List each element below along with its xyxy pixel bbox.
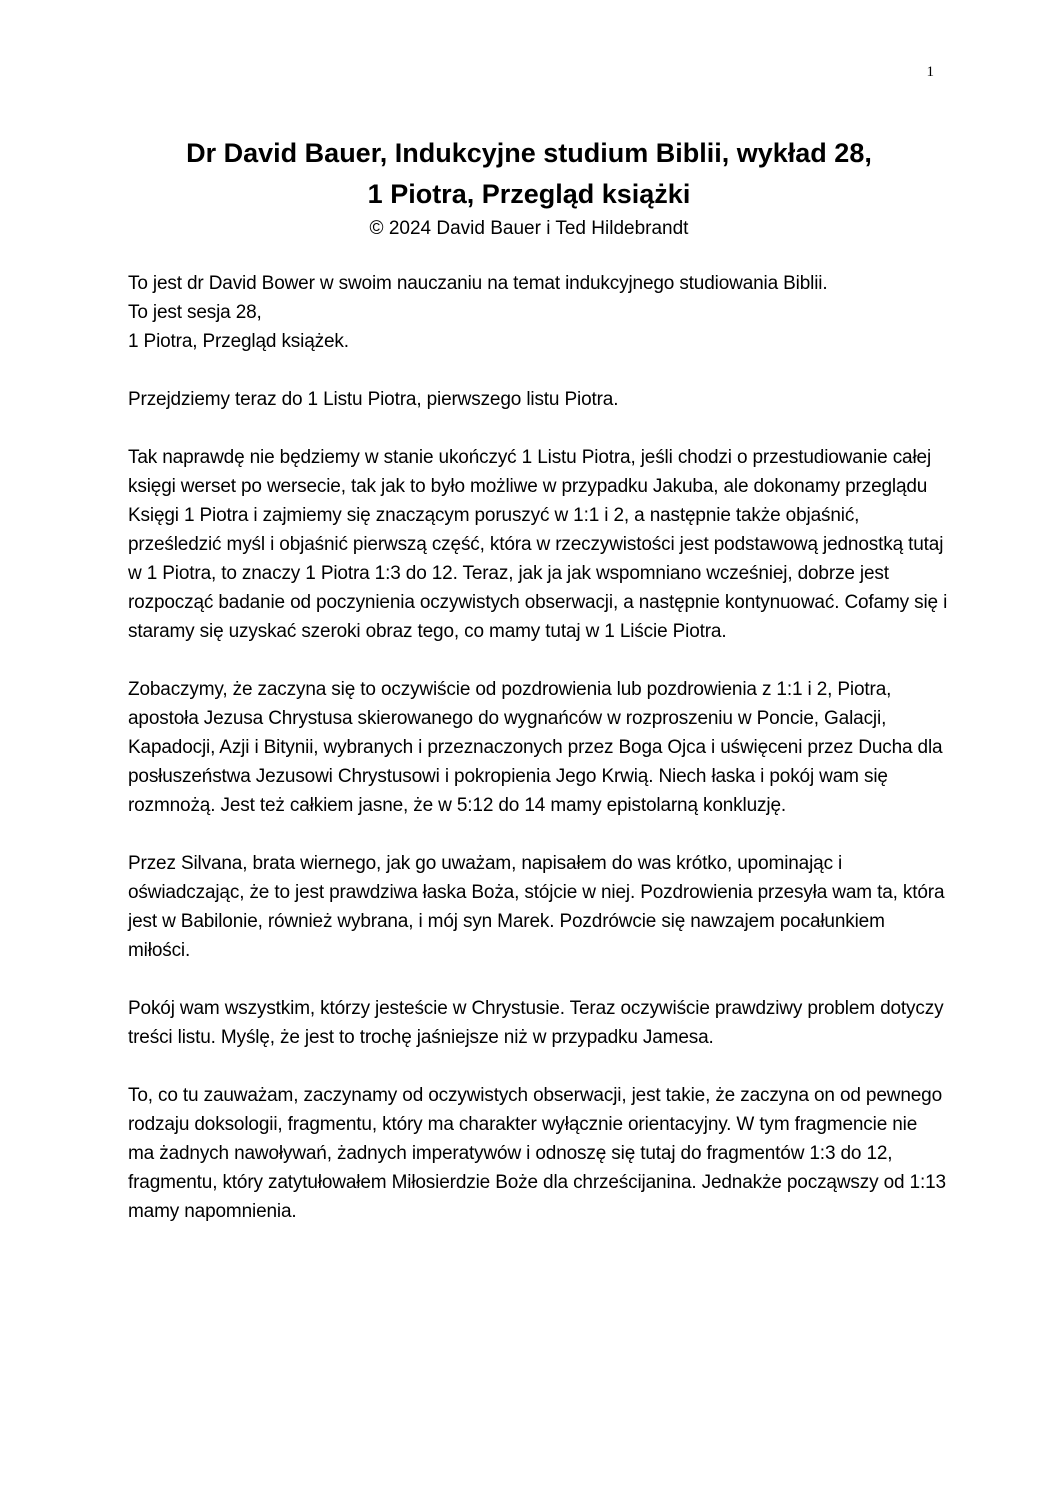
document-title: [60, 133, 998, 215]
paragraph: Pokój wam wszystkim, którzy jesteście w Chrystusie. Teraz oczywiście prawdziwy problem dotyczy treści listu. Myślę, że jest to trochę jaśniejsze niż w przypadku Jamesa.: [128, 998, 944, 1048]
page-number: 1: [926, 64, 934, 80]
paragraph: To, co tu zauważam, zaczynamy od oczywistych obserwacji, jest takie, że zaczyna on od pewnego rodzaju doksologii, fragmentu, który ma charakter wyłącznie orientacyjny. W tym fragmencie nie ma żadnych nawoływań, żadnych imperatywów i odnoszę się tutaj do fragmentów 1:3 do 12, fragmentu, który zatytułowałem Miłosierdzie Boże dla chrześcijanina. Jednakże począwszy od 1:13 mamy napomnienia.: [128, 1085, 946, 1222]
paragraph: Przez Silvana, brata wiernego, jak go uważam, napisałem do was krótko, upominając i oświadczając, że to jest prawdziwa łaska Boża, stójcie w niej. Pozdrowienia przesyła wam ta, która jest w Babilonie, również wybrana, i mój syn Marek. Pozdrówcie się nawzajem pocałunkiem miłości.: [128, 853, 945, 961]
intro-paragraph: [128, 269, 948, 356]
paragraph: Przejdziemy teraz do 1 Listu Piotra, pierwszego listu Piotra.: [128, 389, 619, 410]
intro-line-3: 1 Piotra, Przegląd książek.: [128, 331, 349, 352]
title-line-2: 1 Piotra, Przegląd książki: [367, 179, 691, 209]
copyright-notice: © 2024 David Bauer i Ted Hildebrandt: [369, 218, 689, 239]
document-body: [128, 269, 948, 1255]
intro-line-1: To jest dr David Bower w swoim nauczaniu na temat indukcyjnego studiowania Biblii.: [128, 273, 828, 294]
paragraph: Tak naprawdę nie będziemy w stanie ukończyć 1 Listu Piotra, jeśli chodzi o przestudiowanie całej księgi werset po wersecie, tak jak to było możliwe w przypadku Jakuba, ale dokonamy przeglądu Księgi 1 Piotra i zajmiemy się znaczącym poruszyć w 1:1 i 2, a następnie także objaśnić, prześledzić myśl i objaśnić pierwszą część, która w rzeczywistości jest podstawową jednostką tutaj w 1 Piotra, to znaczy 1 Piotra 1:3 do 12. Teraz, jak ja jak wspomniano wcześniej, dobrze jest rozpocząć badanie od poczynienia oczywistych obserwacji, a następnie kontynuować. Cofamy się i staramy się uzyskać szeroki obraz tego, co mamy tutaj w 1 Liście Piotra.: [128, 447, 948, 642]
title-line-1: Dr David Bauer, Indukcyjne studium Biblii, wykład 28,: [186, 138, 872, 168]
intro-line-2: To jest sesja 28,: [128, 302, 262, 323]
paragraph: Zobaczymy, że zaczyna się to oczywiście od pozdrowienia lub pozdrowienia z 1:1 i 2, Piotra, apostoła Jezusa Chrystusa skierowanego do wygnańców w rozproszeniu w Poncie, Galacji, Kapadocji, Azji i Bitynii, wybranych i przeznaczonych przez Boga Ojca i uświęceni przez Ducha dla posłuszeństwa Jezusowi Chrystusowi i pokropienia Jego Krwią. Niech łaska i pokój wam się rozmnożą. Jest też całkiem jasne, że w 5:12 do 14 mamy epistolarną konkluzję.: [128, 679, 943, 816]
